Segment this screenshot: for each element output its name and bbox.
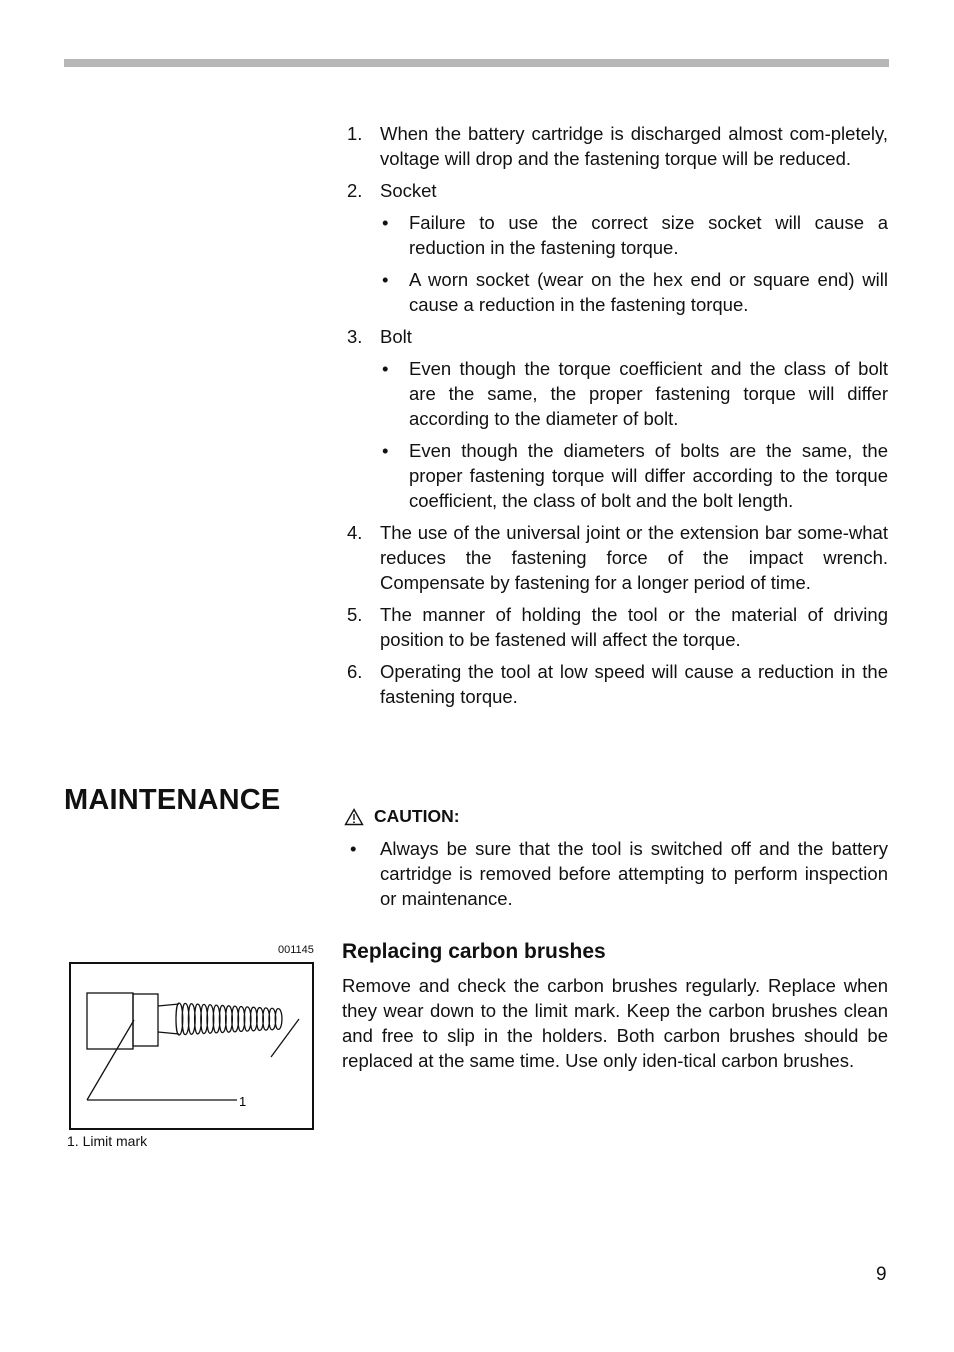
sub-list-item-text: A worn socket (wear on the hex end or square end) will cause a reduction in the fastening torque. <box>409 269 888 315</box>
list-item-number: 5. <box>347 604 363 625</box>
carbon-brush-figure <box>69 962 314 1130</box>
bullet: • <box>382 358 389 379</box>
sub-list-item <box>380 438 888 513</box>
list-item-text: The use of the universal joint or the extension bar some-what reduces the fastening force of the impact wrench. Compensate by fastening for a longer period of time. <box>380 522 888 593</box>
list-item-number: 3. <box>347 326 363 347</box>
brush-block <box>87 993 133 1049</box>
caution-label <box>344 806 460 827</box>
leader-line <box>87 1020 134 1100</box>
list-item-text: Operating the tool at low speed will cause a reduction in the fastening torque. <box>380 661 888 707</box>
bullet: • <box>350 838 357 859</box>
list-item <box>342 178 888 203</box>
page-number: 9 <box>876 1264 887 1285</box>
caution-item <box>342 836 888 911</box>
figure-code: 001145 <box>278 944 314 956</box>
list-item-number: 2. <box>347 180 363 201</box>
maintenance-heading: MAINTENANCE <box>64 784 281 816</box>
list-item-text: When the battery cartridge is discharged almost com-pletely, voltage will drop and the fastening torque will be reduced. <box>380 123 888 169</box>
sub-list-item <box>380 210 888 260</box>
bullet: • <box>382 212 389 233</box>
list-item-text: The manner of holding the tool or the material of driving position to be fastened will affect the torque. <box>380 604 888 650</box>
list-item-number: 4. <box>347 522 363 543</box>
list-item <box>342 659 888 709</box>
sub-list-item <box>380 356 888 431</box>
list-item-number: 6. <box>347 661 363 682</box>
spring-coil <box>158 1003 282 1035</box>
list-item <box>342 324 888 349</box>
top-rule <box>64 59 889 67</box>
list-item <box>342 520 888 595</box>
carbon-brush-drawing <box>71 964 312 1128</box>
sub-list-item <box>380 267 888 317</box>
warning-triangle-icon <box>344 808 364 826</box>
list-item-number: 1. <box>347 123 363 144</box>
list-item <box>342 121 888 171</box>
bullet: • <box>382 269 389 290</box>
brush-shunt <box>133 994 158 1046</box>
list-item-text: Bolt <box>380 326 412 347</box>
caution-text: Always be sure that the tool is switched off and the battery cartridge is removed before attempting to perform inspection or maintenance. <box>380 838 888 909</box>
sub-list-item-text: Even though the diameters of bolts are the same, the proper fastening torque will differ according to the torque coefficient, the class of bolt and the bolt length. <box>409 440 888 511</box>
figure-caption: 1. Limit mark <box>67 1133 148 1149</box>
sub-list-item-text: Failure to use the correct size socket will cause a reduction in the fastening torque. <box>409 212 888 258</box>
list-item <box>342 602 888 652</box>
list-item-text: Socket <box>380 180 437 201</box>
caution-text-label: CAUTION: <box>374 806 460 826</box>
callout-number: 1 <box>239 1094 247 1109</box>
torque-factors-list <box>342 121 888 716</box>
sub-list-item-text: Even though the torque coefficient and the class of bolt are the same, the proper fastening torque will differ according to the diameter of bolt. <box>409 358 888 429</box>
bullet: • <box>382 440 389 461</box>
carbon-brushes-heading: Replacing carbon brushes <box>342 940 606 963</box>
carbon-brushes-text: Remove and check the carbon brushes regularly. Replace when they wear down to the limit mark. Keep the carbon brushes clean and free to slip in the holders. Both carbon brushes should be replaced at the same time. Use only iden-tical carbon brushes. <box>342 975 888 1071</box>
